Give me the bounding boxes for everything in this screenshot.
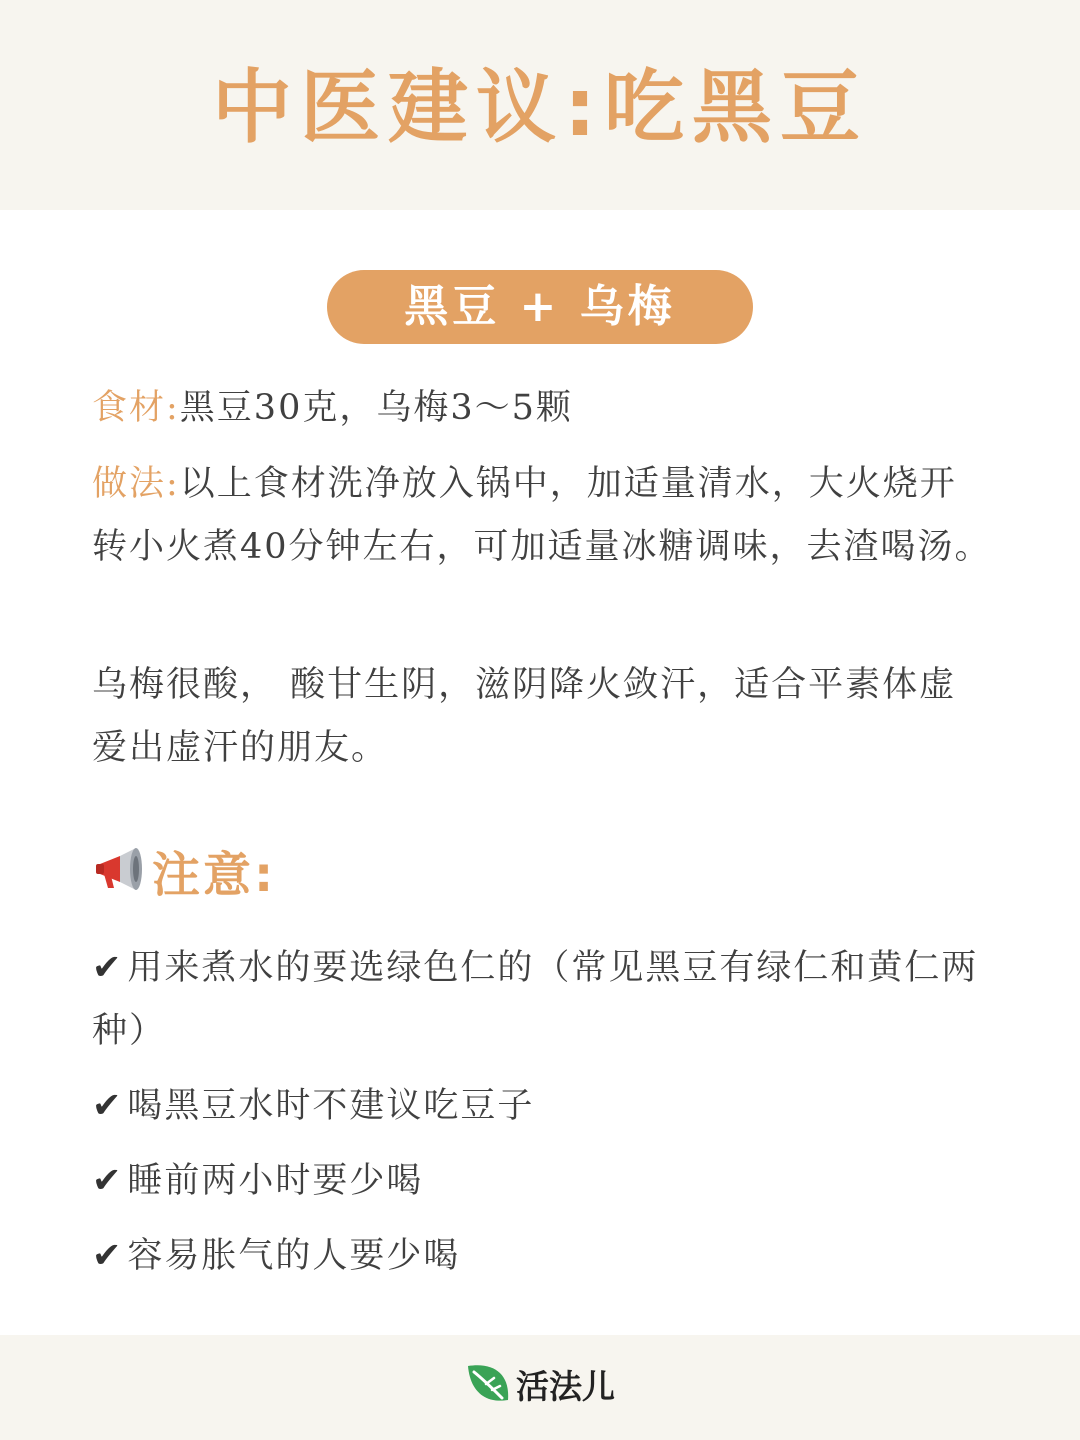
- ingredients-paragraph: [92, 377, 992, 440]
- ingredients-label: 食材:: [92, 388, 180, 428]
- page-title: 中医建议:吃黑豆: [212, 61, 868, 154]
- check-icon: ✔: [92, 948, 124, 988]
- check-icon: ✔: [92, 1086, 124, 1126]
- notice-item: [92, 1150, 992, 1213]
- notice-title: 注意:: [152, 846, 277, 903]
- notice-item-text: 用来煮水的要选绿色仁的（常见黑豆有绿仁和黄仁两种）: [92, 948, 979, 1051]
- method-label: 做法:: [92, 464, 180, 504]
- recipe-name-pill: 黑豆 + 乌梅: [327, 270, 753, 344]
- leaf-logo-icon: [464, 1360, 512, 1408]
- ingredients-text: 黑豆30克，乌梅3～5颗: [179, 388, 573, 428]
- notice-item: [92, 937, 992, 1063]
- notice-item-text: 睡前两小时要少喝: [127, 1161, 424, 1201]
- content-card: [0, 210, 1080, 1335]
- footer-band: [0, 1335, 1080, 1440]
- check-icon: ✔: [92, 1236, 124, 1276]
- megaphone-icon: [92, 842, 148, 898]
- check-icon: ✔: [92, 1161, 124, 1201]
- notice-heading: [92, 840, 277, 903]
- notice-item-text: 容易胀气的人要少喝: [127, 1236, 461, 1276]
- notice-item-text: 喝黑豆水时不建议吃豆子: [127, 1086, 535, 1126]
- notice-item: [92, 1075, 992, 1138]
- method-text: 以上食材洗净放入锅中，加适量清水，大火烧开转小火煮40分钟左右，可加适量冰糖调味，去渣喝汤。: [92, 464, 992, 567]
- brand: [464, 1359, 615, 1409]
- header-band: [0, 0, 1080, 210]
- brand-name: 活法儿: [516, 1366, 615, 1406]
- note-paragraph: 乌梅很酸， 酸甘生阴，滋阴降火敛汗，适合平素体虚爱出虚汗的朋友。: [92, 665, 957, 768]
- method-paragraph: [92, 453, 992, 579]
- notice-item: [92, 1225, 992, 1288]
